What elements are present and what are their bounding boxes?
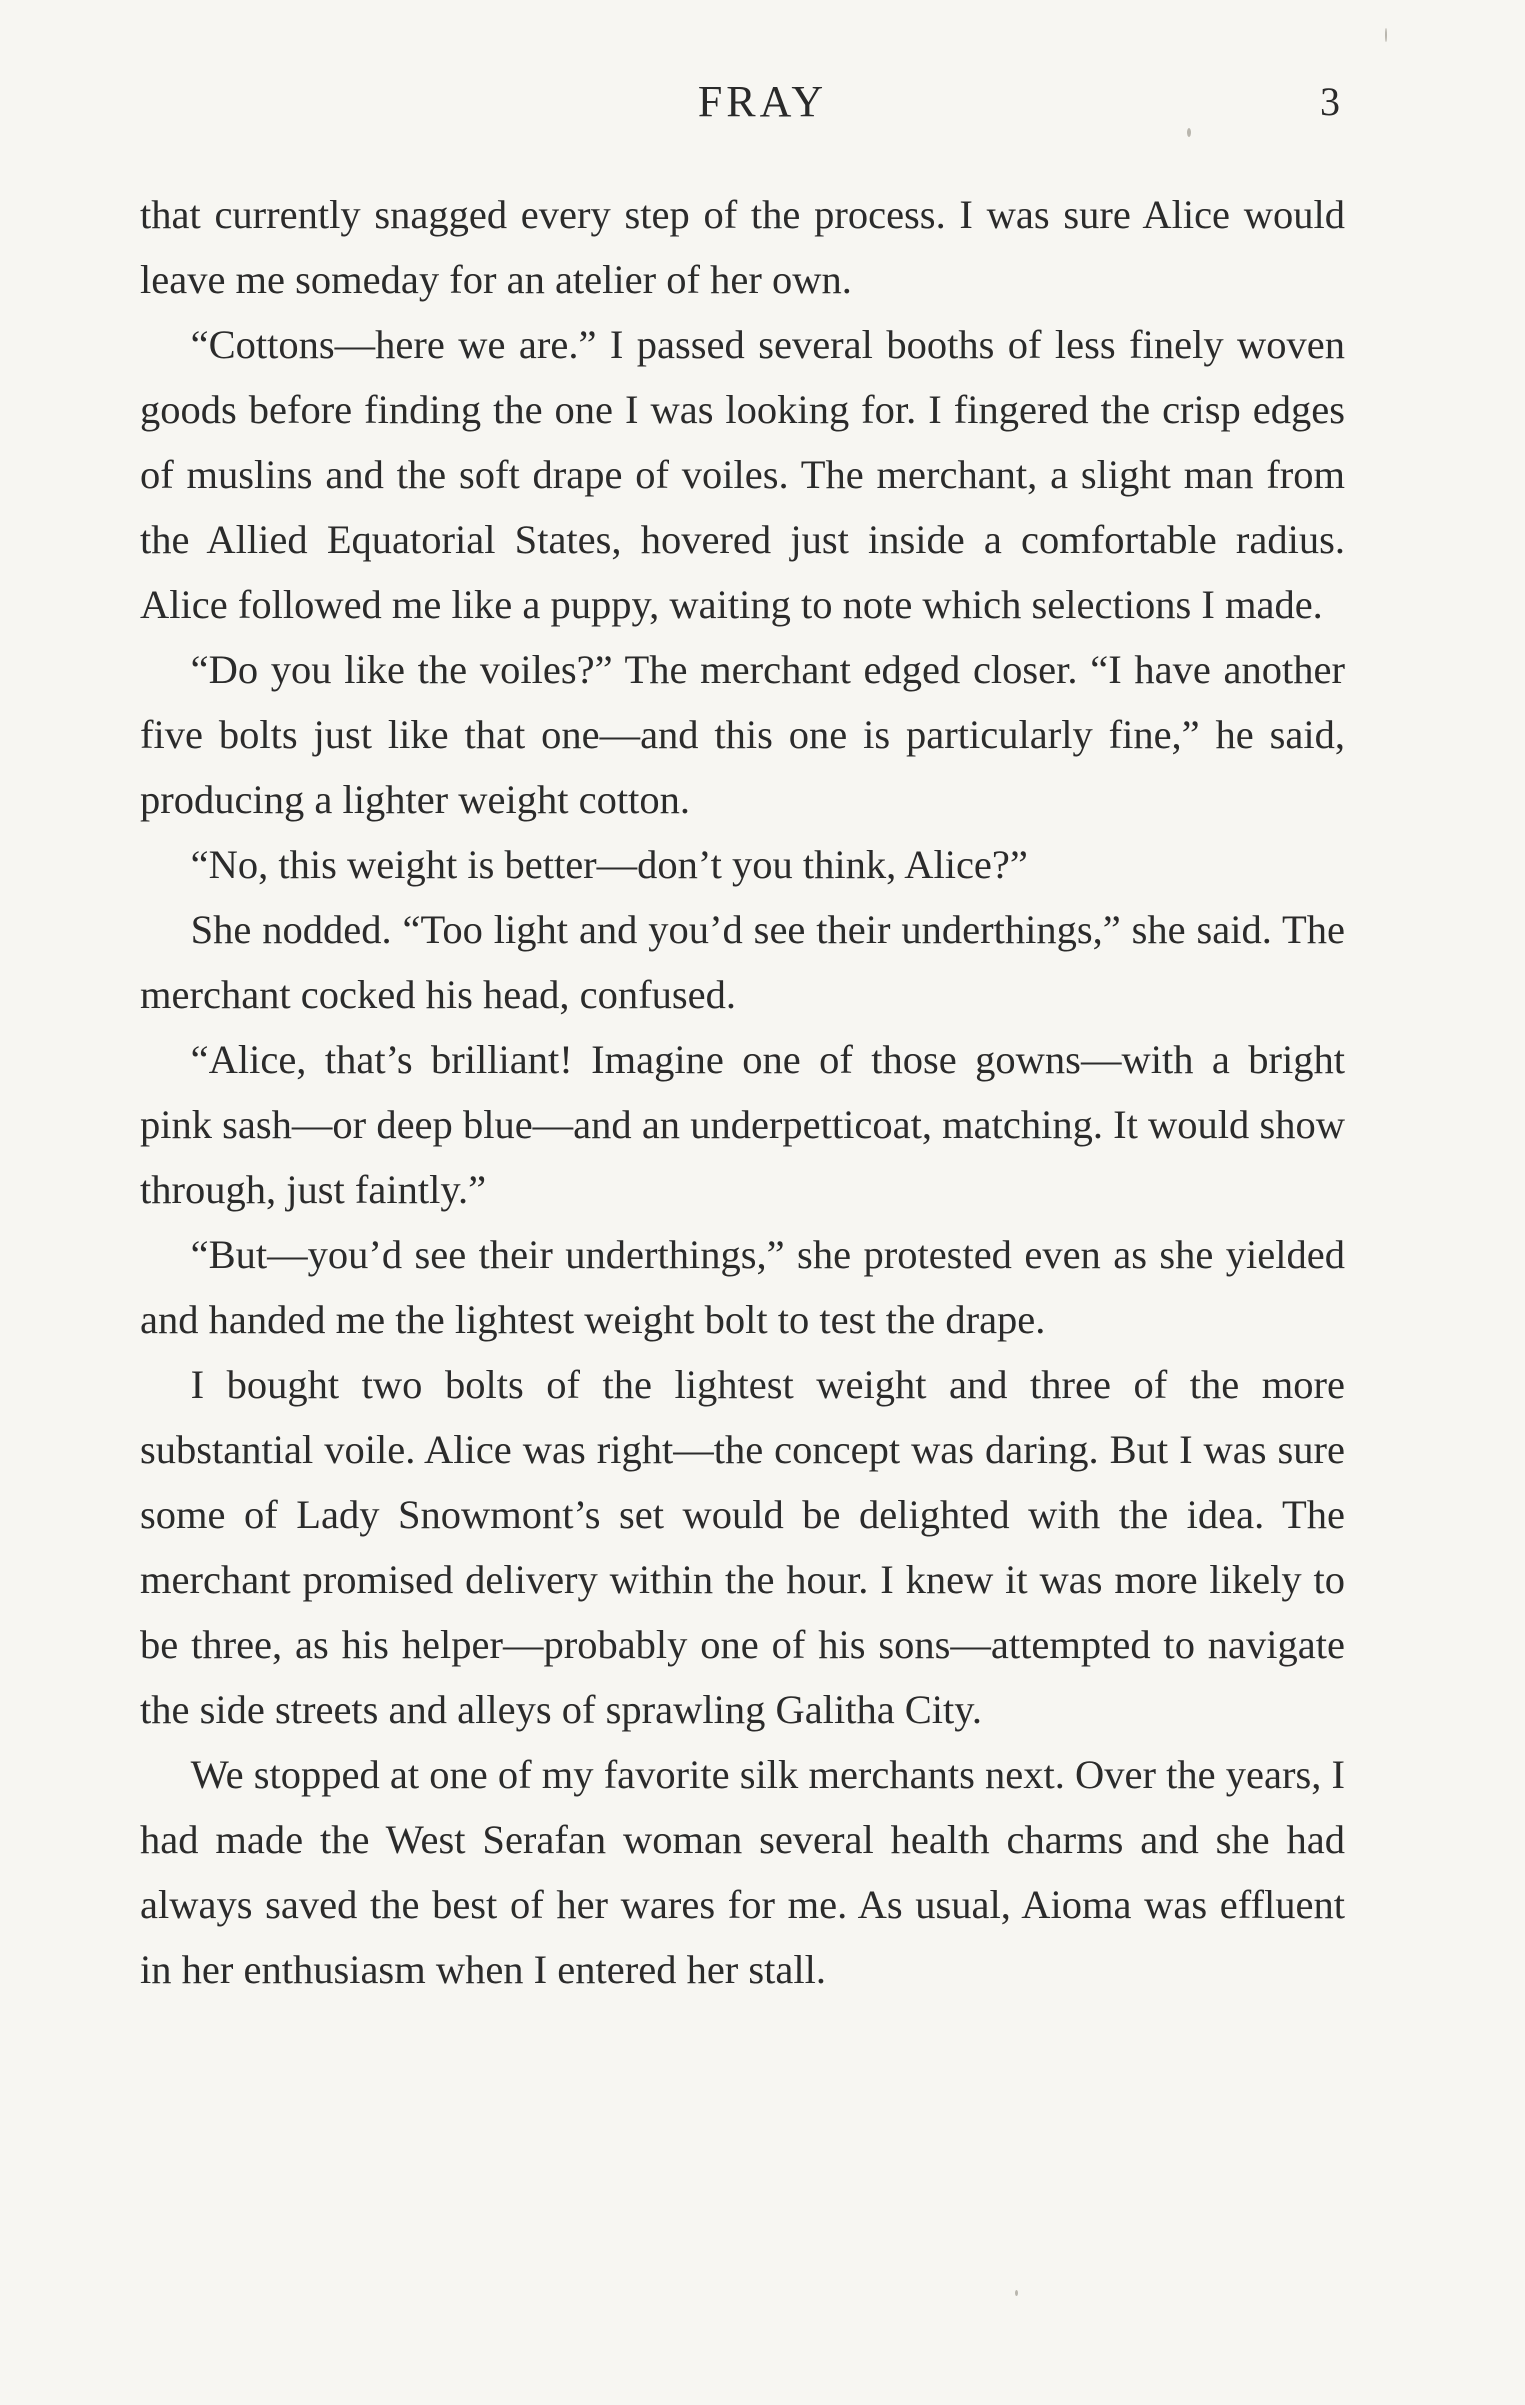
paragraph: She nodded. “Too light and you’d see their underthings,” she said. The merchant cocked his head, confused. [140, 907, 1345, 1017]
page-number: 3 [1320, 79, 1340, 124]
paragraph: “No, this weight is better—don’t you think, Alice?” [190, 842, 1028, 887]
scan-speck [1187, 128, 1191, 137]
scan-speck [1015, 2290, 1018, 2296]
paragraph: “But—you’d see their underthings,” she protested even as she yielded and handed me the lightest weight bolt to test the drape. [140, 1232, 1345, 1342]
paragraph: “Cottons—here we are.” I passed several booths of less finely woven goods before finding the one I was looking for. I fingered the crisp edges of muslins and the soft drape of voiles. The merchant, a slight man from the Allied Equatorial States, hovered just inside a comfortable radius. Alice followed me like a puppy, waiting to note which selections I made. [140, 322, 1345, 627]
body-text [140, 182, 1345, 2002]
book-title: FRAY [697, 77, 828, 126]
paragraph: “Alice, that’s brilliant! Imagine one of those gowns—with a bright pink sash—or deep blue—and an underpetticoat, matching. It would show through, just faintly.” [140, 1037, 1345, 1212]
paragraph: “Do you like the voiles?” The merchant edged closer. “I have another five bolts just like that one—and this one is particularly fine,” he said, producing a lighter weight cotton. [140, 647, 1345, 822]
scan-speck [1385, 28, 1387, 42]
running-head [0, 72, 1525, 132]
paragraph: I bought two bolts of the lightest weight and three of the more substantial voile. Alice was right—the concept was daring. But I was sure some of Lady Snowmont’s set would be delighted with the idea. The merchant promised delivery within the hour. I knew it was more likely to be three, as his helper—probably one of his sons—attempted to navigate the side streets and alleys of sprawling Galitha City. [140, 1362, 1345, 1732]
paragraph: that currently snagged every step of the process. I was sure Alice would leave me someday for an atelier of her own. [140, 192, 1345, 302]
paragraph: We stopped at one of my favorite silk merchants next. Over the years, I had made the West Serafan woman several health charms and she had always saved the best of her wares for me. As usual, Aioma was effluent in her enthusiasm when I entered her stall. [140, 1752, 1345, 1992]
